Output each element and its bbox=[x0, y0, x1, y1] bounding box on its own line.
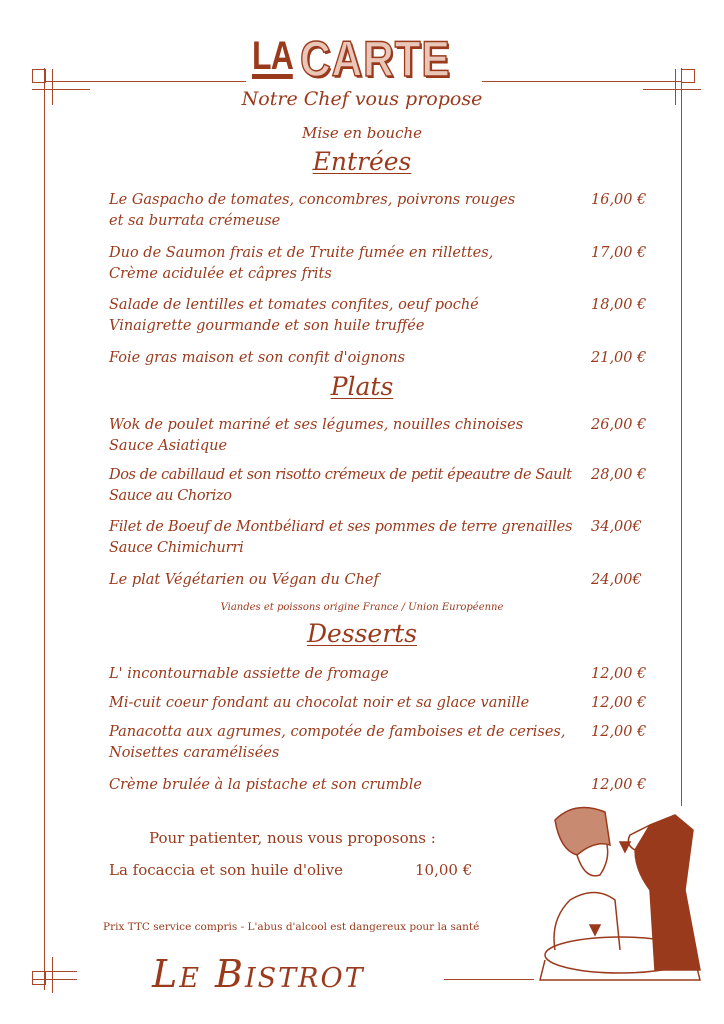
item-desc: Noisettes caramélisées bbox=[109, 745, 280, 761]
corner-line bbox=[32, 979, 77, 980]
item-name: Crème brulée à la pistache et son crumble bbox=[109, 777, 422, 793]
item-price: 17,00 € bbox=[591, 245, 647, 261]
menu-item bbox=[109, 570, 579, 591]
menu-item bbox=[109, 517, 589, 559]
item-price: 12,00 € bbox=[591, 666, 647, 682]
frame-line-top-left bbox=[44, 81, 246, 82]
item-price: 18,00 € bbox=[591, 297, 647, 313]
menu-item bbox=[109, 295, 579, 337]
couple-illustration bbox=[535, 800, 710, 990]
frame-line-bottom bbox=[444, 979, 534, 980]
section-title-entrees: Entrées bbox=[312, 147, 412, 176]
item-price: 12,00 € bbox=[591, 777, 647, 793]
corner-line bbox=[52, 957, 53, 993]
corner-box-top-left bbox=[32, 69, 46, 83]
section-title-plats: Plats bbox=[330, 372, 394, 401]
item-desc: Sauce Asiatique bbox=[109, 438, 228, 454]
wait-title: Pour patienter, nous vous proposons : bbox=[149, 829, 436, 847]
menu-item bbox=[109, 190, 579, 232]
item-desc: et sa burrata crémeuse bbox=[109, 213, 281, 229]
item-name: Filet de Boeuf de Montbéliard et ses pommes de terre grenailles bbox=[109, 519, 573, 535]
menu-item bbox=[109, 722, 579, 764]
wait-price: 10,00 € bbox=[415, 861, 473, 879]
subtitle: Notre Chef vous propose bbox=[241, 88, 483, 110]
section-title-desserts: Desserts bbox=[306, 619, 418, 648]
item-name: Foie gras maison et son confit d'oignons bbox=[109, 350, 406, 366]
item-desc: Sauce Chimichurri bbox=[109, 540, 244, 556]
item-price: 16,00 € bbox=[591, 192, 647, 208]
item-name: L' incontournable assiette de fromage bbox=[109, 666, 389, 682]
frame-line-right bbox=[681, 68, 682, 806]
item-desc: Sauce au Chorizo bbox=[109, 488, 232, 504]
frame-line-top-right bbox=[482, 81, 682, 82]
title-la: LA bbox=[252, 34, 294, 78]
corner-box-top-right bbox=[681, 69, 695, 83]
item-name: Salade de lentilles et tomates confites, oeuf poché bbox=[109, 297, 479, 313]
wait-item: La focaccia et son huile d'olive bbox=[109, 861, 344, 879]
menu-item bbox=[109, 243, 579, 285]
item-name: Le Gaspacho de tomates, concombres, poivrons rouges bbox=[109, 192, 516, 208]
legal-note: Prix TTC service compris - L'abus d'alcool est dangereux pour la santé bbox=[103, 921, 480, 933]
item-name: Dos de cabillaud et son risotto crémeux de petit épeautre de Sault bbox=[109, 467, 572, 483]
item-name: Mi-cuit coeur fondant au chocolat noir et sa glace vanille bbox=[109, 695, 530, 711]
title-carte: CARTE bbox=[300, 31, 451, 87]
menu-item bbox=[109, 348, 579, 369]
menu-item bbox=[109, 775, 579, 796]
frame-line-left bbox=[44, 68, 45, 990]
item-name: Panacotta aux agrumes, compotée de famboises et de cerises, bbox=[109, 724, 566, 740]
corner-line bbox=[32, 971, 77, 972]
menu-item bbox=[109, 693, 579, 714]
brand-name: Le Bistrot bbox=[152, 952, 365, 996]
item-price: 34,00€ bbox=[591, 519, 642, 535]
item-desc: Crème acidulée et câpres frits bbox=[109, 266, 332, 282]
menu-item bbox=[109, 664, 579, 685]
corner-box-bottom-left bbox=[32, 971, 46, 985]
menu-item bbox=[109, 465, 589, 507]
origin-note: Viandes et poissons origine France / Union Européenne bbox=[220, 602, 504, 613]
item-price: 12,00 € bbox=[591, 724, 647, 740]
item-price: 28,00 € bbox=[591, 467, 647, 483]
item-price: 26,00 € bbox=[591, 417, 647, 433]
item-price: 21,00 € bbox=[591, 350, 647, 366]
item-name: Duo de Saumon frais et de Truite fumée en rillettes, bbox=[109, 245, 494, 261]
item-name: Le plat Végétarien ou Végan du Chef bbox=[109, 572, 379, 588]
amuse-bouche: Mise en bouche bbox=[301, 124, 423, 142]
item-desc: Vinaigrette gourmande et son huile truffée bbox=[109, 318, 425, 334]
item-name: Wok de poulet mariné et ses légumes, nouilles chinoises bbox=[109, 417, 524, 433]
item-price: 24,00€ bbox=[591, 572, 642, 588]
item-price: 12,00 € bbox=[591, 695, 647, 711]
menu-item bbox=[109, 415, 579, 457]
